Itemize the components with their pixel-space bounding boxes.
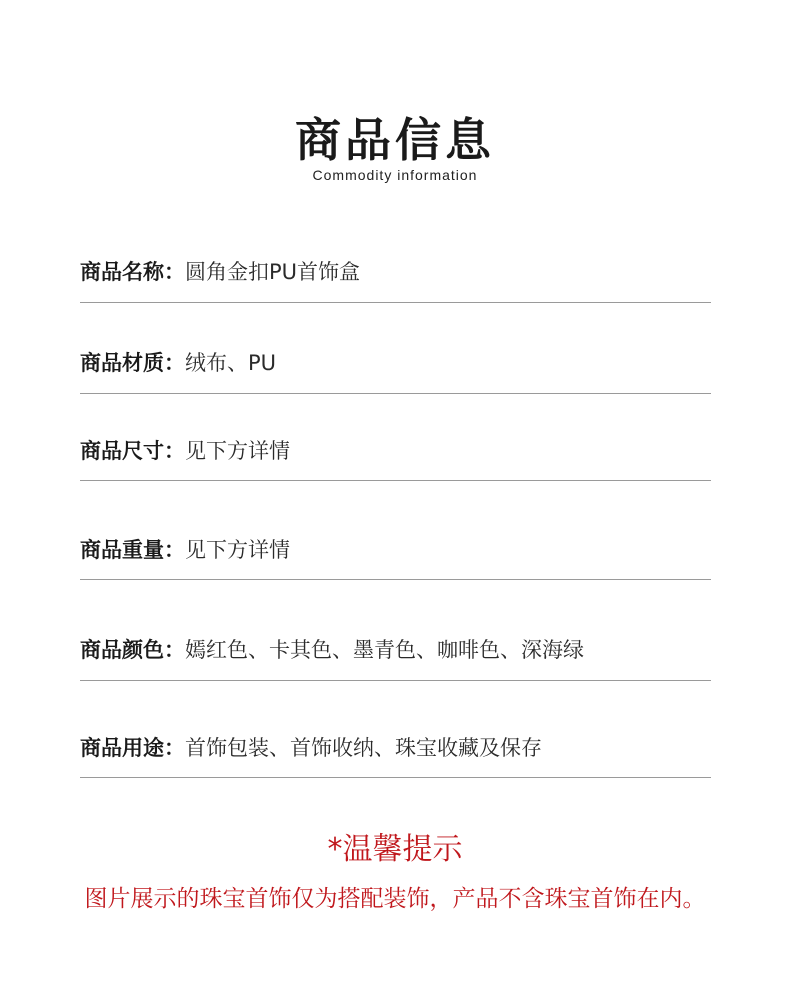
info-value: 绒布、PU	[185, 351, 277, 375]
info-row-usage	[80, 724, 711, 778]
info-label: 商品尺寸：	[80, 439, 185, 463]
info-value: 圆角金扣PU首饰盒	[185, 260, 361, 284]
info-row-name	[80, 250, 711, 303]
info-label: 商品重量：	[80, 538, 185, 562]
page-subtitle: Commodity information	[312, 167, 478, 183]
info-row-weight	[80, 525, 711, 580]
info-row-material	[80, 340, 711, 394]
info-row-size	[80, 428, 711, 481]
tip-title: *温馨提示	[327, 832, 463, 867]
tip-text: 图片展示的珠宝首饰仅为搭配装饰，产品不含珠宝首饰在内。	[84, 886, 706, 912]
info-label: 商品材质：	[80, 351, 185, 375]
info-label: 商品颜色：	[80, 638, 185, 662]
info-row-color	[80, 626, 711, 681]
info-label: 商品名称：	[80, 260, 185, 284]
info-value: 嫣红色、卡其色、墨青色、咖啡色、深海绿	[185, 638, 584, 662]
info-value: 见下方详情	[185, 538, 290, 562]
info-value: 首饰包装、首饰收纳、珠宝收藏及保存	[185, 736, 542, 760]
info-label: 商品用途：	[80, 736, 185, 760]
page-title: 商品信息	[295, 113, 495, 167]
info-value: 见下方详情	[185, 439, 290, 463]
